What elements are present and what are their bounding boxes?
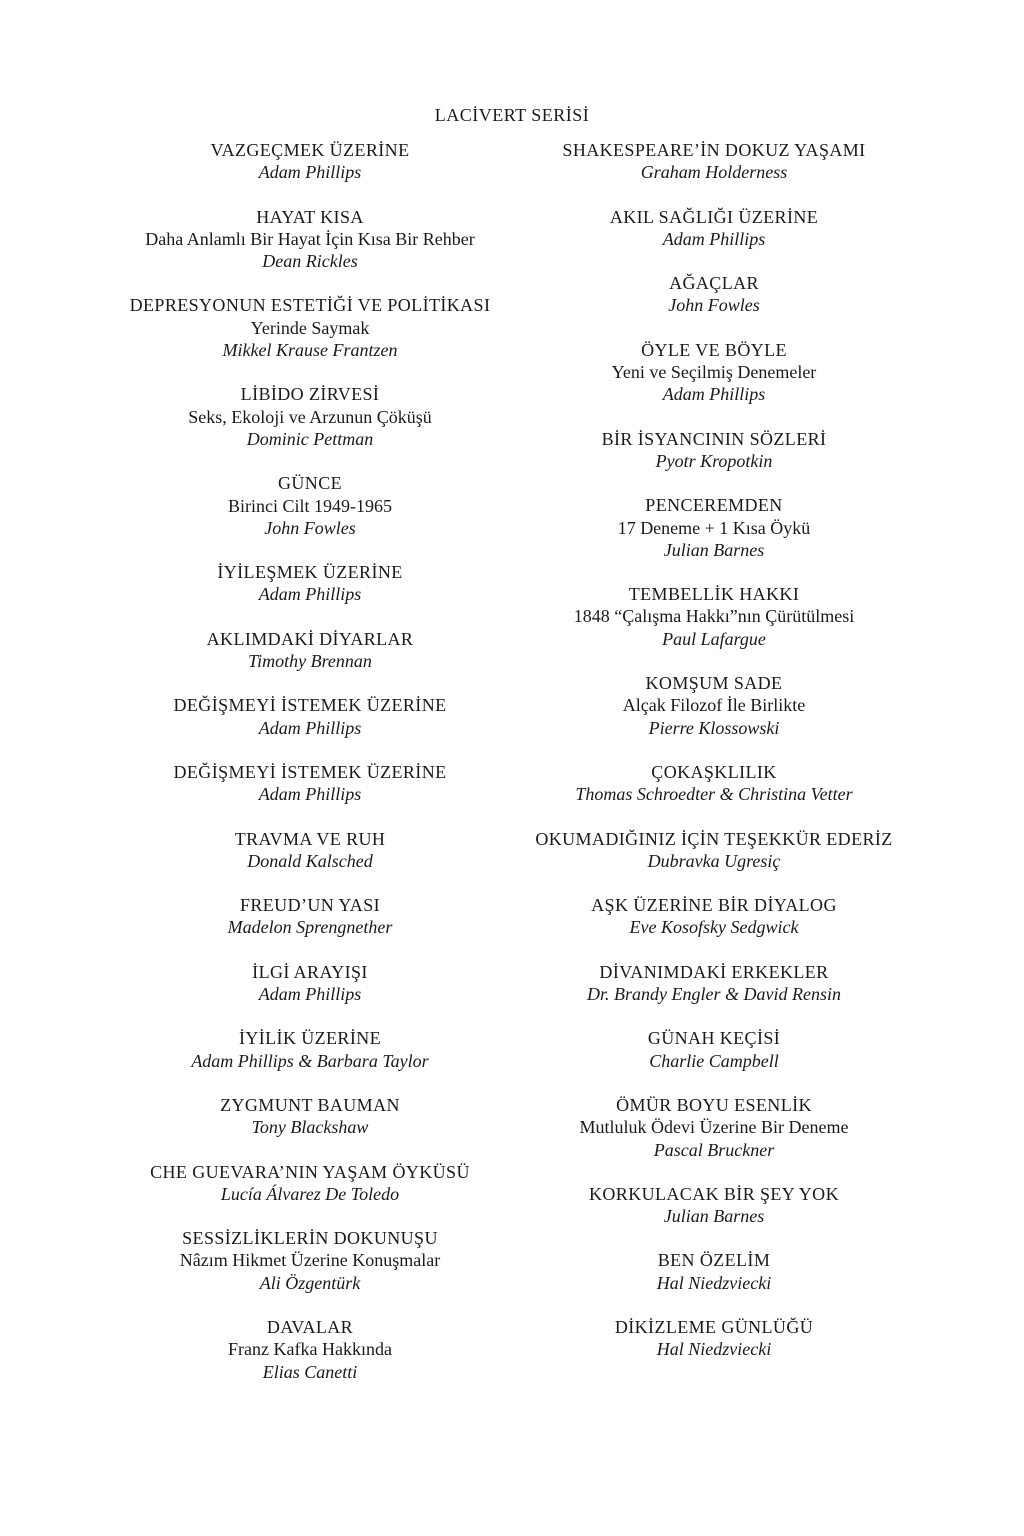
book-title: AŞK ÜZERİNE BİR DİYALOG (591, 895, 837, 916)
book-subtitle: Yeni ve Seçilmiş Denemeler (611, 362, 817, 383)
book-author: Adam Phillips (258, 162, 362, 183)
right-column (494, 139, 934, 1383)
book-title: BİR İSYANCININ SÖZLERİ (601, 428, 827, 449)
book-title: PENCEREMDEN (645, 495, 783, 516)
book-subtitle: Franz Kafka Hakkında (228, 1339, 392, 1360)
book-subtitle: Alçak Filozof İle Birlikte (622, 695, 806, 716)
book-entry (90, 294, 530, 361)
book-author: Charlie Campbell (649, 1050, 779, 1071)
book-title: İLGİ ARAYIŞI (252, 961, 368, 982)
book-subtitle: Birinci Cilt 1949-1965 (228, 495, 392, 516)
book-title: SHAKESPEARE’İN DOKUZ YAŞAMI (562, 140, 866, 160)
book-title: LİBİDO ZİRVESİ (240, 384, 380, 405)
book-entry (494, 828, 934, 873)
book-author: Elias Canetti (262, 1361, 358, 1382)
book-entry (90, 206, 530, 273)
book-author: Madelon Sprengnether (227, 917, 393, 938)
book-author: Timothy Brennan (248, 651, 372, 672)
book-entry (90, 694, 530, 739)
book-title: ÖMÜR BOYU ESENLİK (616, 1094, 812, 1115)
book-author: Adam Phillips (258, 717, 362, 738)
left-column (90, 139, 530, 1405)
book-author: John Fowles (264, 517, 356, 538)
book-entry (494, 1094, 934, 1161)
book-author: Tony Blackshaw (251, 1117, 369, 1138)
book-entry (494, 1027, 934, 1072)
book-author: Mikkel Krause Frantzen (222, 340, 398, 361)
book-title: AKLIMDAKİ DİYARLAR (206, 628, 414, 649)
book-title: DAVALAR (266, 1316, 354, 1337)
book-entry (494, 272, 934, 317)
book-entry (494, 428, 934, 473)
book-entry (90, 1227, 530, 1294)
book-author: Pierre Klossowski (648, 717, 780, 738)
book-entry (90, 828, 530, 873)
book-subtitle: Nâzım Hikmet Üzerine Konuşmalar (179, 1250, 441, 1271)
book-title: AĞAÇLAR (669, 273, 759, 294)
book-author: Thomas Schroedter & Christina Vetter (575, 784, 853, 805)
book-title: DİKİZLEME GÜNLÜĞÜ (614, 1316, 814, 1337)
book-author: Paul Lafargue (662, 628, 766, 649)
book-title: KOMŞUM SADE (645, 673, 783, 694)
book-subtitle: Seks, Ekoloji ve Arzunun Çöküşü (188, 406, 432, 427)
book-title: DEĞİŞMEYİ İSTEMEK ÜZERİNE (173, 695, 447, 716)
book-entry (90, 1316, 530, 1383)
book-title: TRAVMA VE RUH (234, 828, 386, 849)
book-entry (90, 1027, 530, 1072)
book-author: Pyotr Kropotkin (655, 450, 773, 471)
book-entry (90, 628, 530, 673)
book-title: GÜNCE (278, 473, 342, 494)
book-author: Ali Özgentürk (259, 1272, 361, 1293)
book-entry (494, 894, 934, 939)
book-entry (494, 761, 934, 806)
book-author: Dubravka Ugresiç (647, 850, 781, 871)
book-subtitle: 1848 “Çalışma Hakkı”nın Çürütülmesi (573, 606, 855, 627)
book-author: Adam Phillips (662, 384, 766, 405)
book-entry (90, 383, 530, 450)
book-title: BEN ÖZELİM (657, 1250, 771, 1271)
book-entry (90, 761, 530, 806)
book-author: Graham Holderness (640, 162, 788, 183)
book-title: VAZGEÇMEK ÜZERİNE (210, 140, 410, 160)
book-entry (494, 1183, 934, 1228)
book-author: Adam Phillips (258, 584, 362, 605)
book-title: İYİLEŞMEK ÜZERİNE (217, 562, 403, 583)
book-entry (90, 1161, 530, 1206)
book-author: Lucía Álvarez De Toledo (220, 1183, 400, 1204)
book-author: Hal Niedzviecki (656, 1272, 772, 1293)
book-title: FREUD’UN YASI (239, 895, 381, 916)
book-title: ÖYLE VE BÖYLE (641, 339, 787, 360)
book-title: DEĞİŞMEYİ İSTEMEK ÜZERİNE (173, 761, 447, 782)
book-entry (494, 139, 934, 184)
book-title: HAYAT KISA (256, 206, 364, 227)
book-subtitle: Yerinde Saymak (250, 317, 370, 338)
book-author: Adam Phillips (258, 984, 362, 1005)
book-entry (494, 672, 934, 739)
book-title: ZYGMUNT BAUMAN (220, 1094, 400, 1115)
book-entry (494, 583, 934, 650)
book-author: Dominic Pettman (246, 428, 374, 449)
book-author: Eve Kosofsky Sedgwick (629, 917, 799, 938)
book-entry (494, 339, 934, 406)
book-entry (494, 1316, 934, 1361)
book-author: Donald Kalsched (247, 850, 373, 871)
book-title: CHE GUEVARA’NIN YAŞAM ÖYKÜSÜ (150, 1161, 470, 1182)
book-entry (90, 472, 530, 539)
book-title: SESSİZLİKLERİN DOKUNUŞU (182, 1228, 438, 1249)
book-entry (494, 1249, 934, 1294)
book-entry (494, 206, 934, 251)
book-entry (90, 894, 530, 939)
book-title: ÇOKAŞKLILIK (651, 761, 777, 782)
book-title: İYİLİK ÜZERİNE (238, 1028, 382, 1049)
book-author: Adam Phillips (662, 228, 766, 249)
book-subtitle: 17 Deneme + 1 Kısa Öykü (617, 517, 811, 538)
book-author: Julian Barnes (663, 1206, 765, 1227)
book-title: TEMBELLİK HAKKI (628, 584, 800, 605)
book-author: John Fowles (668, 295, 760, 316)
book-author: Adam Phillips & Barbara Taylor (191, 1050, 429, 1071)
book-title: DEPRESYONUN ESTETİĞİ VE POLİTİKASI (129, 295, 491, 316)
book-entry (90, 961, 530, 1006)
book-entry (494, 961, 934, 1006)
book-entry (90, 1094, 530, 1139)
book-subtitle: Daha Anlamlı Bir Hayat İçin Kısa Bir Rehber (145, 228, 475, 249)
series-title: LACİVERT SERİSİ (434, 105, 590, 125)
book-title: OKUMADIĞINIZ İÇİN TEŞEKKÜR EDERİZ (535, 828, 893, 849)
book-entry (494, 494, 934, 561)
book-author: Hal Niedzviecki (656, 1339, 772, 1360)
book-entry (90, 139, 530, 184)
book-title: DİVANIMDAKİ ERKEKLER (599, 961, 829, 982)
book-author: Adam Phillips (258, 784, 362, 805)
book-title: AKIL SAĞLIĞI ÜZERİNE (609, 206, 819, 227)
book-author: Dr. Brandy Engler & David Rensin (587, 984, 841, 1005)
book-subtitle: Mutluluk Ödevi Üzerine Bir Deneme (579, 1117, 849, 1138)
book-title: GÜNAH KEÇİSİ (647, 1028, 781, 1049)
book-author: Dean Rickles (262, 251, 358, 272)
book-title: KORKULACAK BİR ŞEY YOK (589, 1183, 839, 1204)
book-author: Pascal Bruckner (653, 1139, 775, 1160)
book-author: Julian Barnes (663, 539, 765, 560)
book-entry (90, 561, 530, 606)
